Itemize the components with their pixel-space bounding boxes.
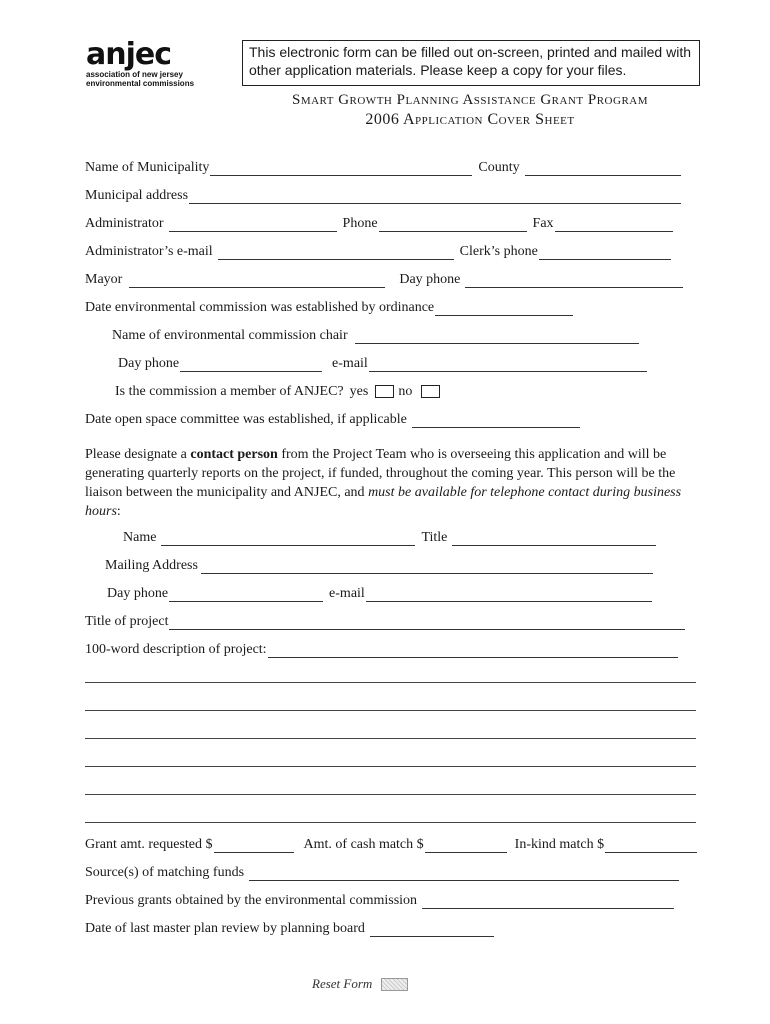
instructions-notice: This electronic form can be filled out on-screen, printed and mailed with other application materials. Please keep a copy for your files. bbox=[242, 40, 700, 86]
contact-text-bold: contact person bbox=[190, 447, 278, 462]
anjec-logo bbox=[86, 37, 196, 88]
reset-form-area bbox=[312, 976, 408, 992]
mailing-label: Mailing Address bbox=[105, 558, 198, 573]
sources-label: Source(s) of matching funds bbox=[85, 865, 245, 880]
contact-title-label: Title bbox=[421, 530, 448, 545]
row-description bbox=[85, 638, 684, 658]
cash-match-field[interactable] bbox=[425, 839, 507, 853]
previous-grants-label: Previous grants obtained by the environmental commission bbox=[85, 893, 418, 908]
row-sources bbox=[85, 861, 685, 881]
phone-label: Phone bbox=[342, 216, 378, 231]
contact-instructions bbox=[85, 445, 693, 521]
description-field-line-1[interactable] bbox=[268, 644, 678, 658]
row-project-title bbox=[85, 610, 691, 630]
fax-field[interactable] bbox=[555, 218, 673, 232]
logo-wordmark: anjec bbox=[86, 37, 172, 72]
contact-title-field[interactable] bbox=[452, 532, 656, 546]
mayor-field[interactable] bbox=[129, 274, 385, 288]
project-title-field[interactable] bbox=[169, 616, 685, 630]
chair-email-field[interactable] bbox=[369, 358, 647, 372]
contact-text-2: from the Project Team who is overseeing this application and will be generating quarterly reports on the project, if funded, throughout the coming year. This person will be the liaison between the municipality and ANJEC, and bbox=[85, 447, 676, 500]
chair-name-field[interactable] bbox=[355, 330, 639, 344]
logo-line-1: association of new jersey bbox=[86, 70, 183, 79]
description-line-6[interactable] bbox=[85, 794, 696, 795]
reset-form-label: Reset Form bbox=[312, 976, 373, 991]
mayor-label: Mayor bbox=[85, 272, 123, 287]
administrator-label: Administrator bbox=[85, 216, 164, 231]
description-line-3[interactable] bbox=[85, 710, 696, 711]
date-ec-field[interactable] bbox=[435, 302, 573, 316]
date-ec-label: Date environmental commission was established by ordinance bbox=[85, 300, 435, 315]
inkind-label: In-kind match $ bbox=[514, 837, 605, 852]
no-checkbox[interactable] bbox=[421, 385, 440, 398]
row-administrator bbox=[85, 212, 679, 232]
admin-email-label: Administrator’s e-mail bbox=[85, 244, 213, 259]
municipality-label: Name of Municipality bbox=[85, 160, 210, 175]
contact-day-phone-field[interactable] bbox=[169, 588, 323, 602]
yes-checkbox[interactable] bbox=[375, 385, 394, 398]
contact-day-phone-label: Day phone bbox=[107, 586, 169, 601]
contact-text-1: Please designate a bbox=[85, 447, 191, 462]
clerk-phone-field[interactable] bbox=[539, 246, 671, 260]
contact-name-field[interactable] bbox=[161, 532, 415, 546]
project-title-label: Title of project bbox=[85, 614, 169, 629]
description-line-2[interactable] bbox=[85, 682, 696, 683]
row-anjec-member bbox=[115, 380, 444, 400]
row-finance bbox=[85, 833, 703, 853]
date-osc-label: Date open space committee was established, if applicable bbox=[85, 412, 407, 427]
chair-email-label: e-mail bbox=[332, 356, 368, 371]
municipality-field[interactable] bbox=[210, 162, 472, 176]
row-date-ec bbox=[85, 296, 579, 316]
address-label: Municipal address bbox=[85, 188, 189, 203]
description-line-5[interactable] bbox=[85, 766, 696, 767]
chair-name-label: Name of environmental commission chair bbox=[112, 328, 348, 343]
grant-amt-field[interactable] bbox=[214, 839, 294, 853]
mayor-day-phone-label: Day phone bbox=[399, 272, 461, 287]
anjec-member-label: Is the commission a member of ANJEC? bbox=[115, 384, 344, 399]
row-mailing bbox=[105, 554, 659, 574]
fax-label: Fax bbox=[532, 216, 554, 231]
sources-field[interactable] bbox=[249, 867, 679, 881]
master-plan-label: Date of last master plan review by planning board bbox=[85, 921, 365, 936]
cash-match-label: Amt. of cash match $ bbox=[303, 837, 424, 852]
chair-day-phone-label: Day phone bbox=[118, 356, 180, 371]
contact-name-label: Name bbox=[123, 530, 157, 545]
mayor-day-phone-field[interactable] bbox=[465, 274, 683, 288]
date-osc-field[interactable] bbox=[412, 414, 580, 428]
reset-form-button[interactable] bbox=[381, 978, 408, 991]
description-line-4[interactable] bbox=[85, 738, 696, 739]
phone-field[interactable] bbox=[379, 218, 527, 232]
chair-day-phone-field[interactable] bbox=[180, 358, 322, 372]
contact-email-field[interactable] bbox=[366, 588, 652, 602]
admin-email-field[interactable] bbox=[218, 246, 454, 260]
row-chair-contact bbox=[118, 352, 653, 372]
county-field[interactable] bbox=[525, 162, 681, 176]
yes-label: yes bbox=[349, 384, 369, 399]
form-title-line-1: Smart Growth Planning Assistance Grant Program bbox=[291, 92, 649, 108]
description-line-7[interactable] bbox=[85, 822, 696, 823]
row-admin-email bbox=[85, 240, 677, 260]
no-label: no bbox=[398, 384, 413, 399]
form-title-line-2: 2006 Application Cover Sheet bbox=[365, 111, 575, 128]
administrator-field[interactable] bbox=[169, 218, 337, 232]
master-plan-field[interactable] bbox=[370, 923, 494, 937]
contact-text-3: : bbox=[116, 504, 121, 519]
row-date-osc bbox=[85, 408, 586, 428]
row-chair-name bbox=[112, 324, 645, 344]
previous-grants-field[interactable] bbox=[422, 895, 674, 909]
logo-line-2: environmental commissions bbox=[86, 79, 195, 88]
description-label: 100-word description of project: bbox=[85, 642, 267, 657]
inkind-field[interactable] bbox=[605, 839, 697, 853]
row-master-plan bbox=[85, 917, 500, 937]
contact-text-italic: must be available for telephone contact during business hours bbox=[85, 485, 682, 519]
row-address bbox=[85, 184, 687, 204]
county-label: County bbox=[478, 160, 520, 175]
row-contact-name bbox=[123, 526, 662, 546]
address-field[interactable] bbox=[189, 190, 681, 204]
row-previous-grants bbox=[85, 889, 680, 909]
row-mayor bbox=[85, 268, 689, 288]
row-contact-phone bbox=[107, 582, 658, 602]
grant-amt-label: Grant amt. requested $ bbox=[85, 837, 213, 852]
row-municipality bbox=[85, 156, 687, 176]
mailing-field[interactable] bbox=[201, 560, 653, 574]
clerk-phone-label: Clerk’s phone bbox=[459, 244, 538, 259]
contact-email-label: e-mail bbox=[329, 586, 365, 601]
